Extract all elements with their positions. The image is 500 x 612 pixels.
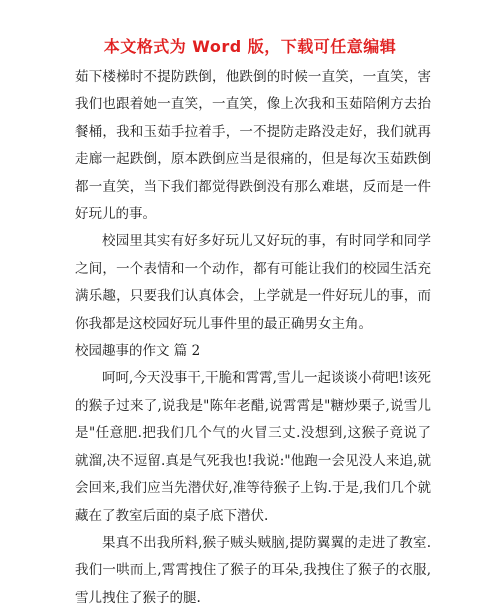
document-banner: 本文格式为 Word 版，下载可任意编辑 — [103, 37, 397, 56]
paragraph-3: 呵呵,今天没事干,干脆和霄霄,雪儿一起谈谈小荷吧!该死的猴子过来了,说我是"陈年老醋,说霄霄是"糖炒栗子,说雪儿是"任意肥.把我们几个气的火冒三丈.没想到,这猴子竟说了就溜,决不逗留.真是气死我也!我说:"他跑一会见没人来追,就会回来,我们应当先潜伏好,准等待猴子上钩.于是,我们几个就藏在了教室后面的桌子底下潜伏. — [75, 370, 431, 524]
document-body — [75, 64, 431, 612]
paragraph-4: 果真不出我所料,猴子贼头贼脑,提防翼翼的走进了教室.我们一哄而上,霄霄拽住了猴子的耳朵,我拽住了猴子的衣服,雪儿拽住了猴子的腿. — [75, 534, 431, 606]
section-heading: 校园趣事的作文 篇 2 — [75, 343, 201, 360]
paragraph-1: 茹下楼梯时不提防跌倒，他跌倒的时候一直笑，一直笑，害我们也跟着她一直笑，一直笑，像上次我和玉茹陪俐方去抬餐桶，我和玉茹手拉着手，一不提防走路没走好，我们就再走廊一起跌倒，原本跌倒应当是很痛的，但是每次玉茹跌倒都一直笑，当下我们都觉得跌倒没有那么难堪，反而是一件好玩儿的事。 — [75, 69, 431, 223]
paragraph-2: 校园里其实有好多好玩儿又好玩的事，有时同学和同学之间，一个表情和一个动作，都有可能让我们的校园生活充满乐趣，只要我们认真体会，上学就是一件好玩儿的事，而你我都是这校园好玩儿事件里的最正确男女主角。 — [75, 233, 431, 332]
